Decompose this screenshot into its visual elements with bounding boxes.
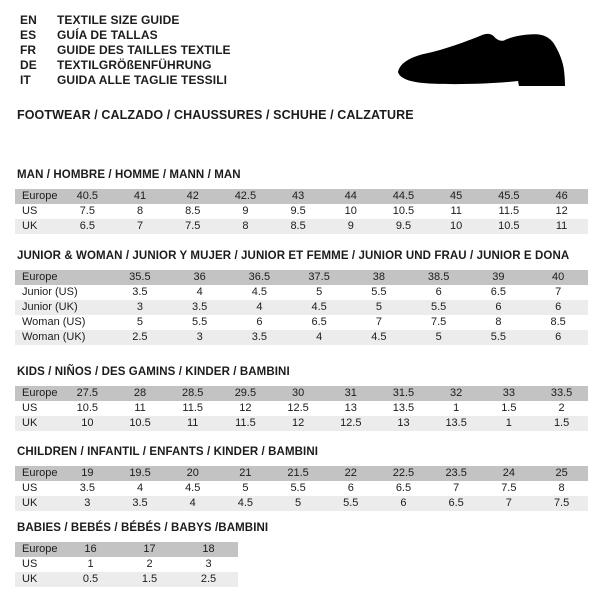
size-value: 11 [134,402,146,414]
size-value: 5 [316,286,323,298]
language-label: TEXTILE SIZE GUIDE [57,13,180,27]
row-label: Woman (UK) [15,330,110,345]
table-row-woman-us [15,315,588,330]
section-title: KIDS / NIÑOS / DES GAMINS / KINDER / BAMBINI [17,366,290,378]
size-value: 13.5 [392,402,415,414]
size-section-children [15,445,588,511]
size-value: 21.5 [272,466,325,481]
language-label: TEXTILGRÖßENFÜHRUNG [57,58,212,72]
size-value: 24 [483,466,536,481]
size-value: 6 [469,300,529,315]
table-row-uk [15,572,238,587]
size-value: 44 [324,189,377,204]
size-value: 31 [324,386,377,401]
size-value: 16 [61,542,120,557]
size-value: 45 [430,189,483,204]
size-value: 1 [483,416,536,431]
row-label: US [22,402,38,414]
row-label: Junior (UK) [15,300,110,315]
size-value: 3.5 [79,482,95,494]
row-label: Woman (US) [22,316,86,328]
size-value: 9.5 [377,219,430,234]
size-value: 6 [435,286,442,298]
size-section-kids [15,365,588,431]
size-value: 5 [349,300,409,315]
language-code: IT [20,73,31,87]
size-value: 5 [136,316,143,328]
size-value: 18 [179,542,238,557]
size-table-children [15,466,588,511]
size-value: 11.5 [182,402,204,414]
size-value: 12 [272,416,325,431]
size-value: 4.5 [349,330,409,345]
row-label: US [22,482,38,494]
row-label: Junior (US) [22,286,78,298]
size-section-man [15,168,588,234]
size-value: 5.5 [324,496,377,511]
language-label: GUIDE DES TAILLES TEXTILE [57,43,231,57]
size-value: 12.5 [324,416,377,431]
size-tables [15,168,588,587]
size-value: 6 [256,316,263,328]
row-label: Europe [15,189,61,204]
section-title: CHILDREN / INFANTIL / ENFANTS / KINDER / BAMBINI [17,446,319,458]
language-code: FR [20,43,37,57]
size-value: 6.5 [490,286,507,298]
size-table-kids [15,386,588,431]
size-value: 2.5 [179,572,238,587]
size-value: 12 [239,402,252,414]
size-value: 43 [272,189,325,204]
size-value: 28 [114,386,167,401]
size-value: 1.5 [535,416,588,431]
language-row-fr [20,43,231,58]
size-value: 2 [146,558,153,570]
size-value: 10.5 [114,416,167,431]
row-label: UK [15,219,61,234]
size-value: 11 [535,219,588,234]
size-value: 3.5 [114,496,167,511]
row-label: UK [15,572,61,587]
size-value: 1.5 [501,402,517,414]
size-value: 21 [219,466,272,481]
size-value: 13.5 [430,416,483,431]
size-value: 6.5 [430,496,483,511]
table-row-woman-uk [15,330,588,345]
size-value: 29.5 [219,386,272,401]
row-label: Europe [15,270,110,285]
size-value: 35.5 [110,270,170,285]
size-value: 3 [170,330,230,345]
section-title: MAN / HOMBRE / HOMME / MANN / MAN [17,169,241,181]
size-value: 5 [272,496,325,511]
row-label: UK [15,416,61,431]
size-value: 7.5 [166,219,219,234]
size-table-junior-woman [15,270,588,345]
size-value: 46 [535,189,588,204]
size-value: 4 [289,330,349,345]
size-value: 22 [324,466,377,481]
size-value: 3.5 [132,286,148,298]
size-value: 38.5 [409,270,469,285]
size-value: 8.5 [272,219,325,234]
language-code: ES [20,28,37,42]
size-value: 5.5 [290,482,306,494]
size-value: 9.5 [290,205,306,217]
size-section-babies [15,521,588,587]
size-value: 33.5 [535,386,588,401]
size-value: 7 [483,496,536,511]
size-value: 7.5 [535,496,588,511]
table-row-junior-uk [15,300,588,315]
table-row-junior-us [15,285,588,300]
size-value: 11 [166,416,219,431]
row-label: US [22,558,38,570]
size-value: 8.5 [550,316,566,328]
language-label: GUIDA ALLE TAGLIE TESSILI [57,73,228,87]
size-value: 10.5 [76,402,99,414]
size-value: 11 [450,205,462,217]
size-value: 6 [347,482,354,494]
size-value: 4.5 [289,300,349,315]
size-value: 40 [528,270,588,285]
size-value: 7 [114,219,167,234]
size-value: 7.5 [430,316,447,328]
size-value: 4.5 [185,482,201,494]
size-value: 8.5 [185,205,201,217]
size-value: 10 [61,416,114,431]
size-value: 6.5 [61,219,114,234]
shoe-icon [397,32,569,90]
size-value: 37.5 [289,270,349,285]
size-value: 25 [535,466,588,481]
size-value: 10 [430,219,483,234]
table-row-europe [15,542,238,557]
size-value: 5.5 [409,300,469,315]
language-label: GUÍA DE TALLAS [57,28,158,42]
size-value: 45.5 [483,189,536,204]
table-row-us [15,401,588,416]
size-value: 27.5 [61,386,114,401]
size-value: 4 [196,286,203,298]
table-row-europe [15,466,588,481]
size-value: 8 [558,482,565,494]
language-list [20,13,231,88]
size-value: 3 [61,496,114,511]
size-value: 44.5 [377,189,430,204]
size-value: 8 [495,316,502,328]
size-value: 5.5 [191,316,208,328]
language-row-it [20,73,231,88]
size-value: 36.5 [230,270,290,285]
section-title: JUNIOR & WOMAN / JUNIOR Y MUJER / JUNIOR ET FEMME / JUNIOR UND FRAU / JUNIOR E DONA [17,250,570,262]
size-value: 8 [136,205,144,217]
size-value: 10.5 [483,219,536,234]
size-value: 4 [230,300,290,315]
size-value: 12 [555,205,568,217]
size-value: 23.5 [430,466,483,481]
size-value: 2 [558,402,565,414]
size-value: 39 [469,270,529,285]
size-section-junior-woman [15,249,588,345]
size-value: 20 [166,466,219,481]
size-table-man [15,189,588,234]
size-value: 1.5 [120,572,179,587]
size-value: 8 [219,219,272,234]
size-value: 0.5 [61,572,120,587]
row-label: Europe [15,466,61,481]
size-value: 6 [528,300,588,315]
size-value: 5 [242,482,249,494]
language-code: DE [20,58,37,72]
size-value: 1 [87,558,94,570]
size-value: 41 [114,189,167,204]
size-value: 6.5 [311,316,327,328]
size-value: 4 [166,496,219,511]
table-row-us [15,204,588,219]
row-label: US [22,205,38,217]
size-value: 7 [555,286,562,298]
size-value: 5.5 [371,286,387,298]
size-value: 33 [483,386,536,401]
size-value: 36 [170,270,230,285]
size-table-babies [15,542,238,587]
size-value: 19.5 [114,466,167,481]
size-value: 19 [61,466,114,481]
size-value: 40.5 [61,189,114,204]
size-value: 4.5 [251,286,268,298]
size-value: 31.5 [377,386,430,401]
size-value: 6.5 [395,482,412,494]
size-value: 10.5 [392,205,415,217]
size-value: 11.5 [219,416,272,431]
table-row-us [15,557,238,572]
row-label: Europe [15,542,61,557]
size-value: 9 [324,219,377,234]
size-value: 3.5 [170,300,230,315]
language-code: EN [20,13,37,27]
size-value: 1 [453,402,460,414]
size-value: 3 [110,300,170,315]
size-value: 3 [205,558,212,570]
table-row-europe [15,189,588,204]
size-value: 9 [242,205,249,217]
size-value: 30 [272,386,325,401]
table-row-europe [15,386,588,401]
size-value: 3.5 [230,330,290,345]
row-label: UK [15,496,61,511]
size-value: 10 [344,205,357,217]
size-value: 4.5 [219,496,272,511]
table-row-uk [15,496,588,511]
size-value: 13 [377,416,430,431]
size-value: 7 [375,316,382,328]
size-value: 6 [377,496,430,511]
table-row-us [15,481,588,496]
size-value: 7.5 [501,482,517,494]
row-label: Europe [15,386,61,401]
size-value: 42.5 [219,189,272,204]
language-row-es [20,28,231,43]
size-value: 7.5 [79,205,95,217]
size-value: 28.5 [166,386,219,401]
section-title: BABIES / BEBÉS / BÉBÉS / BABYS /BAMBINI [17,522,269,534]
size-value: 4 [136,482,144,494]
size-value: 22.5 [377,466,430,481]
language-row-de [20,58,231,73]
size-value: 11.5 [498,205,520,217]
language-row-en [20,13,231,28]
size-value: 17 [120,542,179,557]
size-value: 5.5 [469,330,529,345]
size-value: 7 [453,482,460,494]
size-value: 32 [430,386,483,401]
size-value: 38 [349,270,409,285]
table-row-uk [15,219,588,234]
size-value: 2.5 [110,330,170,345]
size-value: 13 [344,402,357,414]
size-value: 5 [409,330,469,345]
table-row-uk [15,416,588,431]
size-value: 42 [166,189,219,204]
size-value: 6 [528,330,588,345]
size-value: 12.5 [287,402,309,414]
table-row-europe [15,270,588,285]
category-title: FOOTWEAR / CALZADO / CHAUSSURES / SCHUHE / CALZATURE [17,108,414,122]
